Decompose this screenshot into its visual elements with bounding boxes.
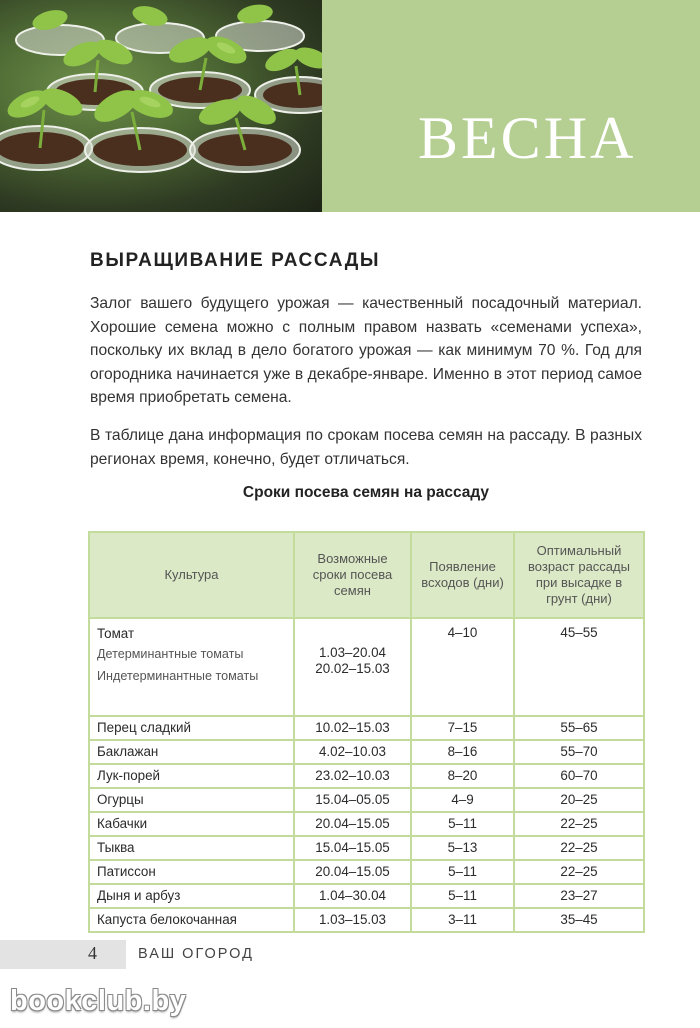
crop-variety: Детерминантные томаты bbox=[97, 647, 244, 661]
sowing-dates: 1.03–20.04 bbox=[318, 645, 387, 660]
table-row bbox=[89, 716, 644, 740]
crop-name: Баклажан bbox=[89, 740, 294, 764]
dates-cell: 20.04–15.05 bbox=[294, 812, 411, 836]
header-crop: Культура bbox=[89, 532, 294, 618]
crop-name: Тыква bbox=[89, 836, 294, 860]
seedlings-illustration bbox=[0, 0, 322, 212]
dates-cell: 1.04–30.04 bbox=[294, 884, 411, 908]
table-row bbox=[89, 836, 644, 860]
dates-cell: 20.04–15.05 bbox=[294, 860, 411, 884]
table-row bbox=[89, 788, 644, 812]
crop-variety: Индетерминантные томаты bbox=[97, 669, 259, 683]
sowing-dates: 20.02–15.03 bbox=[315, 661, 390, 676]
crop-name: Патиссон bbox=[89, 860, 294, 884]
intro-paragraph: Залог вашего будущего урожая — качественный посадочный материал. Хорошие семена можно с полным правом назвать «семенами успеха», поскольку их вклад в дело богатого урожая — как минимум 70 %. Год для огородника начинается уже в декабре-январе. Именно в этот период самое время приобретать семена. bbox=[90, 295, 642, 406]
seedling-age-cell: 55–70 bbox=[514, 740, 644, 764]
table-row bbox=[89, 764, 644, 788]
page-number: 4 bbox=[88, 943, 97, 963]
dates-cell: 23.02–10.03 bbox=[294, 764, 411, 788]
table-row bbox=[89, 618, 644, 716]
table-row bbox=[89, 860, 644, 884]
crop-name: Лук-порей bbox=[89, 764, 294, 788]
seedling-age-cell: 22–25 bbox=[514, 860, 644, 884]
table-header-row bbox=[89, 532, 644, 618]
seedling-age-cell: 35–45 bbox=[514, 908, 644, 932]
seedling-age-cell: 22–25 bbox=[514, 836, 644, 860]
table-row bbox=[89, 884, 644, 908]
table-row bbox=[89, 908, 644, 932]
seedlings-photo bbox=[0, 0, 322, 212]
germination-cell: 8–20 bbox=[411, 764, 514, 788]
header-germination: Появление всходов (дни) bbox=[411, 532, 514, 618]
dates-cell: 4.02–10.03 bbox=[294, 740, 411, 764]
table-title: Сроки посева семян на рассаду bbox=[242, 484, 490, 501]
germination-cell: 4–9 bbox=[411, 788, 514, 812]
dates-cell: 15.04–05.05 bbox=[294, 788, 411, 812]
germination-cell: 8–16 bbox=[411, 740, 514, 764]
germination-cell: 5–13 bbox=[411, 836, 514, 860]
seedling-age-cell: 22–25 bbox=[514, 812, 644, 836]
germination-cell: 4–10 bbox=[411, 618, 514, 716]
crop-cell bbox=[89, 618, 294, 716]
seedling-age-cell: 60–70 bbox=[514, 764, 644, 788]
germination-cell: 7–15 bbox=[411, 716, 514, 740]
header-seedling-age: Оптимальный возраст рассады при высадке в грунт (дни) bbox=[514, 532, 644, 618]
table-row bbox=[89, 812, 644, 836]
crop-name: Перец сладкий bbox=[89, 716, 294, 740]
seedling-age-cell: 55–65 bbox=[514, 716, 644, 740]
season-title: ВЕСНА bbox=[418, 105, 637, 171]
dates-cell bbox=[294, 618, 411, 716]
section-heading: ВЫРАЩИВАНИЕ РАССАДЫ bbox=[90, 250, 381, 271]
crop-name: Кабачки bbox=[89, 812, 294, 836]
running-title: ВАШ ОГОРОД bbox=[138, 946, 254, 962]
table-intro-paragraph: В таблице дана информация по срокам посева семян на рассаду. В разных регионах время, конечно, будет отличаться. bbox=[90, 427, 642, 468]
germination-cell: 5–11 bbox=[411, 884, 514, 908]
crop-name: Капуста белокочанная bbox=[89, 908, 294, 932]
germination-cell: 5–11 bbox=[411, 812, 514, 836]
header-sowing-dates: Возможные сроки посева семян bbox=[294, 532, 411, 618]
seedling-age-cell: 45–55 bbox=[514, 618, 644, 716]
crop-name: Дыня и арбуз bbox=[89, 884, 294, 908]
germination-cell: 3–11 bbox=[411, 908, 514, 932]
germination-cell: 5–11 bbox=[411, 860, 514, 884]
footer-bar bbox=[0, 940, 126, 969]
sowing-table bbox=[88, 531, 645, 933]
seedling-age-cell: 20–25 bbox=[514, 788, 644, 812]
watermark: bookclub.by bbox=[10, 985, 187, 1017]
dates-cell: 10.02–15.03 bbox=[294, 716, 411, 740]
dates-cell: 15.04–15.05 bbox=[294, 836, 411, 860]
dates-cell: 1.03–15.03 bbox=[294, 908, 411, 932]
table-row bbox=[89, 740, 644, 764]
seedling-age-cell: 23–27 bbox=[514, 884, 644, 908]
crop-name: Огурцы bbox=[89, 788, 294, 812]
crop-name: Томат bbox=[97, 626, 135, 641]
